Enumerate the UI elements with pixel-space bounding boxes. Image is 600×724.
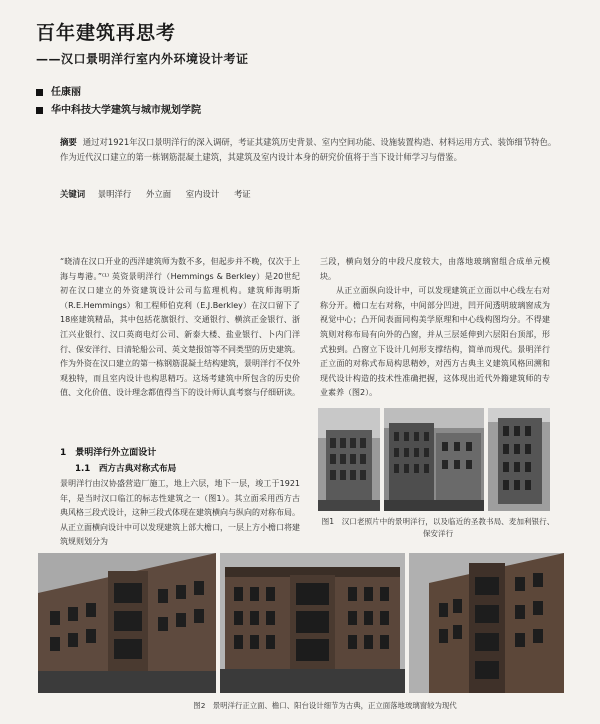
- section-1-heading: 1 景明洋行外立面设计: [60, 448, 157, 458]
- square-bullet-icon: [36, 107, 43, 114]
- abstract-label: 摘要: [60, 137, 77, 147]
- figure2-photo-left: [38, 553, 216, 693]
- author-line: [36, 83, 81, 98]
- square-bullet-icon: [36, 89, 43, 96]
- abstract-text: 通过对1921年汉口景明洋行的深入调研，考证其建筑历史背景、室内空间功能、设施装置构造、材料运用方式、装饰细节特色。作为近代汉口建立的第一栋钢筋混凝土建筑，其建筑及室内设计本身的研究价值将于当下设计师学习与借鉴。: [60, 137, 557, 162]
- section-1-1-heading: 1.1 西方古典对称式布局: [75, 464, 177, 474]
- figure1-photo-right: [488, 408, 550, 511]
- keyword-item: 考证: [233, 189, 251, 199]
- abstract: [60, 135, 560, 165]
- body-right-paragraph-2: 从正立面纵向设计中，可以发现建筑正立面以中心线左右对称分开。檐口左右对称，中间部分凹进，凹开间透明玻璃窗成为视觉中心；凸开间表面同构美学原理和中心线构图均分。不得建筑则对称布局有向外的凸窗，并从三层延伸到六层阳台顶部，形式独到。凸窗立下设计几何形支撑结构，简单而现代。景明洋行正立面的对称式布局构思精妙，对西方古典主义建筑风格回溯和现代设计构造的技术性准确把握，这体现出近代外籍建筑师的专业素养（图2）。: [320, 286, 550, 398]
- figure2-photo-right: [409, 553, 564, 693]
- affiliation-name: 华中科技大学建筑与城市规划学院: [51, 105, 201, 116]
- keywords: [60, 188, 263, 200]
- figure2-caption: 图2 景明洋行正立面、檐口、阳台设计细节为古典，正立面落地玻璃窗较为现代: [193, 701, 457, 710]
- article-subtitle: ——汉口景明洋行室内外环境设计考证: [36, 52, 249, 66]
- author-name: 任康丽: [51, 87, 81, 98]
- body-left-paragraph-1: “晓清在汉口开业的西洋建筑师为数不多，但起步并不晚，仅次于上海与粤港。”⁽¹⁾ 英资景明洋行（Hemmings & Berkley）是20世纪初在汉口建立的外资建筑设计公司与监理机构。建筑师海明斯（R.E.Hemmings）和工程师伯克利（E.J.Berkley）在汉口留下了18座建筑精品，其中包括花旗银行、交通银行、横滨正金银行、浙江兴业银行、汉口英商电灯公司、新泰大楼、盐业银行、卜内门洋行、保安洋行、日清轮船公司、英文楚报馆等不同类型的历史建筑。作为外资在汉口建立的第一栋钢筋混凝土结构建筑，景明洋行不仅外观独特，而且室内设计也构思精巧。这场考建筑中所包含的历史价值、文化价值、设计理念都值得当下的设计师认真考察与仔细研读。: [60, 257, 300, 398]
- body-left-paragraph-2: 景明洋行由汉协盛营造厂施工，地上六层，地下一层，竣工于1921年，是当时汉口临江的标志性建筑之一（图1）。其立面采用西方古典风格三段式设计，这种三段式体现在建筑横向与纵向的对称布局。从正立面横向设计中可以发现建筑上部大檐口，一层上方小檐口将建筑规则划分为: [60, 479, 300, 547]
- keyword-item: 室内设计: [185, 189, 220, 199]
- affiliation-line: [36, 101, 201, 116]
- keyword-item: 景明洋行: [97, 189, 132, 199]
- figure1-photo-left: [318, 408, 380, 511]
- body-right-column: [320, 255, 550, 401]
- keywords-label: 关键词: [60, 189, 86, 199]
- article-title: 百年建筑再思考: [36, 22, 177, 44]
- keyword-item: 外立面: [145, 189, 172, 199]
- figure1-caption: 图1 汉口老照片中的景明洋行，以及临近的圣教书局、麦加利银行、保安洋行: [321, 517, 555, 538]
- figure1-photo-center: [384, 408, 484, 511]
- figure2-photo-center: [220, 553, 405, 693]
- body-right-paragraph-1: 三段，横向划分的中段尺度较大，由落地玻璃窗组合成单元模块。: [320, 257, 550, 281]
